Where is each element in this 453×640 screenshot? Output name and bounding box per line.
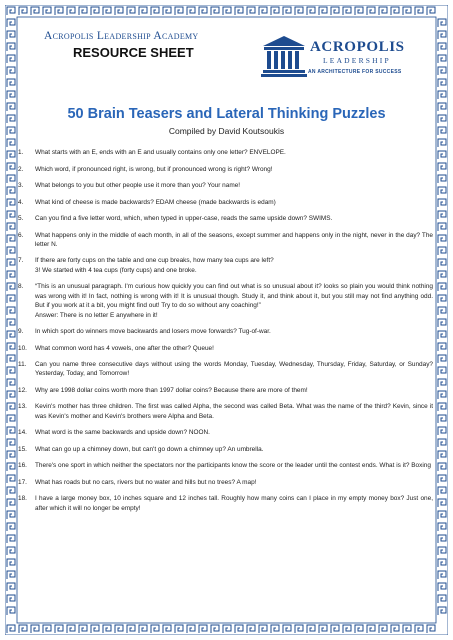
- temple-icon: [261, 34, 307, 78]
- question-item: [18, 214, 435, 223]
- question-list: [18, 148, 435, 513]
- question-text: Kevin's mother has three children. The first was called Alpha, the second was called Beta. What was the name of the third? Kevin, since it was Kevin's mother and Kevin's brothers were Alpha and Beta.: [35, 403, 433, 420]
- question-number: 3.: [18, 182, 24, 189]
- question-number: 1.: [18, 149, 24, 156]
- question-item: [18, 360, 435, 379]
- question-item: [18, 494, 435, 513]
- question-number: 18.: [18, 495, 27, 503]
- question-text: What belongs to you but other people use it more than you? Your name!: [35, 182, 241, 189]
- question-answer: Answer: There is no letter E anywhere in it!: [35, 311, 158, 319]
- question-number: 5.: [18, 215, 24, 222]
- question-item: [18, 148, 435, 157]
- question-number: 11.: [18, 361, 27, 369]
- question-number: 13.: [18, 403, 27, 411]
- question-item: [18, 198, 435, 207]
- question-text: What has roads but no cars, rivers but no water and hills but no trees? A map!: [35, 478, 257, 486]
- question-number: 12.: [18, 386, 27, 394]
- question-item: [18, 165, 435, 174]
- question-answer: 3! We started with 4 tea cups (forty cups) and one broke.: [35, 266, 197, 274]
- question-item: [18, 478, 435, 487]
- question-item: [18, 282, 435, 320]
- question-number: 6.: [18, 231, 24, 239]
- acropolis-logo: [261, 34, 421, 84]
- question-number: 7.: [18, 257, 24, 265]
- question-text: Why are 1998 dollar coins worth more than 1997 dollar coins? Because there are more of them!: [35, 386, 308, 394]
- question-text: In which sport do winners move backwards and losers move forwards? Tug-of-war.: [35, 328, 271, 336]
- question-number: 8.: [18, 283, 24, 291]
- logo-tagline: AN ARCHITECTURE FOR SUCCESS: [308, 69, 402, 75]
- question-text: What common word has 4 vowels, one after the other? Queue!: [35, 344, 214, 352]
- resource-sheet-label: RESOURCE SHEET: [73, 45, 194, 60]
- question-text: What can go up a chimney down, but can't go down a chimney up? An umbrella.: [35, 445, 264, 453]
- question-number: 16.: [18, 462, 27, 470]
- document-subtitle: Compiled by David Koutsoukis: [168, 126, 285, 136]
- question-item: [18, 327, 435, 336]
- question-text: Can you name three consecutive days without using the words Monday, Tuesday, Wednesday, Thursday, Friday, Saturday, or Sunday? Yesterday, Today, and Tomorrow!: [35, 361, 433, 378]
- question-text: Which word, if pronounced right, is wrong, but if pronounced wrong is right? Wrong!: [35, 165, 273, 173]
- question-item: [18, 461, 435, 470]
- logo-subtitle: LEADERSHIP: [323, 56, 391, 65]
- header: [18, 18, 435, 84]
- question-number: 9.: [18, 328, 24, 336]
- question-text: What word is the same backwards and upside down? NOON.: [35, 429, 210, 437]
- question-number: 2.: [18, 165, 24, 173]
- question-text: If there are forty cups on the table and one cup breaks, how many tea cups are left?: [35, 257, 274, 265]
- page-content: [18, 18, 435, 622]
- question-item: [18, 386, 435, 395]
- document-title: 50 Brain Teasers and Lateral Thinking Puzzles: [67, 106, 386, 122]
- question-number: 15.: [18, 445, 27, 453]
- question-number: 14.: [18, 429, 27, 437]
- question-text: Can you find a five letter word, which, when typed in upper-case, reads the same upside down? SWIMS.: [35, 215, 333, 222]
- logo-wordmark: ACROPOLIS: [310, 39, 405, 55]
- question-number: 4.: [18, 198, 24, 206]
- question-text: What starts with an E, ends with an E and usually contains only one letter? ENVELOPE.: [35, 149, 286, 156]
- question-item: [18, 181, 435, 190]
- question-text: There's one sport in which neither the spectators nor the participants know the score or the leader until the contest ends. What is it? Boxing: [35, 462, 431, 470]
- question-item: [18, 428, 435, 437]
- question-item: [18, 344, 435, 353]
- question-item: [18, 231, 435, 250]
- question-item: [18, 445, 435, 454]
- question-text: I have a large money box, 10 inches square and 12 inches tall. Roughly how many coins can I place in my empty money box? Just one, after which it will no longer be empty!: [35, 495, 433, 512]
- question-text: What kind of cheese is made backwards? EDAM cheese (made backwards is edam): [35, 198, 276, 206]
- question-item: [18, 256, 435, 275]
- question-number: 10.: [18, 344, 27, 352]
- academy-name: Acropolis Leadership Academy: [44, 30, 199, 42]
- question-text: “This is an unusual paragraph. I'm curious how quickly you can find out what is so unusual about it? looks so plain you would think nothing was wrong with it! In fact, nothing is wrong with it! It is unusual though. Study it, and think about it, but you still may not find anything odd. But if you work at it a bit, you might find out! Try to do so without any coaching!”: [35, 283, 433, 310]
- question-text: What happens only in the middle of each month, in all of the seasons, except summer and happens only in the night, never in the day? The letter N.: [35, 231, 433, 248]
- question-item: [18, 402, 435, 421]
- question-number: 17.: [18, 478, 27, 486]
